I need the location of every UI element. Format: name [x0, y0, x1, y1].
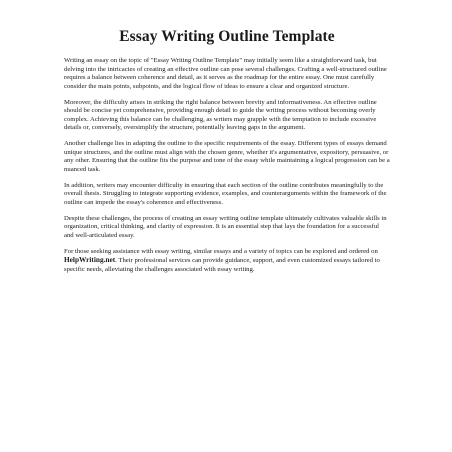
paragraph-skills: Despite these challenges, the process of creating an essay writing outline template ultimately cultivates valuable skills in organization, critical thinking, and clarity of expression. It is an essential step that lays the foundation for a successful and well-articulated essay. — [64, 214, 387, 239]
paragraph-adapting: Another challenge lies in adapting the outline to the specific requirements of the essay. Different types of essays demand unique structures, and the outline must align with the chosen genre, whether it's argumentative, expository, persuasive, or any other. Ensuring that the outline fits the purpose and tone of the essay while maintaining a logical progression can be a nuanced task. — [64, 140, 390, 173]
paragraph-intro: Writing an essay on the topic of "Essay Writing Outline Template" may initially seem like a straightforward task, but delving into the intricacies of creating an effective outline can pose several challenges. Crafting a well-structured outline requires a balance between coherence and detail, as it serves as the roadmap for the entire essay. One must carefully consider the main points, subpoints, and the logical flow of ideas to ensure a clear and organized structure. — [64, 57, 387, 90]
closing-text-before: For those seeking assistance with essay writing, similar essays and a variety of topics can be explored and ordered on — [64, 247, 378, 255]
document-title: Essay Writing Outline Template — [119, 28, 335, 45]
closing-text-after: . Their professional services can provide guidance, support, and even customized essays tailored to specific needs, alleviating the challenges associated with essay writing. — [64, 257, 380, 273]
paragraph-closing — [64, 248, 390, 275]
paragraph-balance: Moreover, the difficulty arises in striking the right balance between brevity and informativeness. An effective outline should be concise yet comprehensive, providing enough detail to guide the writing process without becoming overly complex. Achieving this balance can be challenging, as writers may grapple with the temptation to include excessive details or, conversely, oversimplify the structure, potentially leaving gaps in the argument. — [64, 98, 377, 131]
document-page — [64, 28, 390, 282]
paragraph-thesis: In addition, writers may encounter difficulty in ensuring that each section of the outline contributes meaningfully to the overall thesis. Struggling to integrate supporting evidence, examples, and counterarguments within the framework of the outline can impede the essay's coherence and effectiveness. — [64, 181, 387, 206]
helpwriting-link[interactable]: HelpWriting.net — [64, 255, 116, 264]
